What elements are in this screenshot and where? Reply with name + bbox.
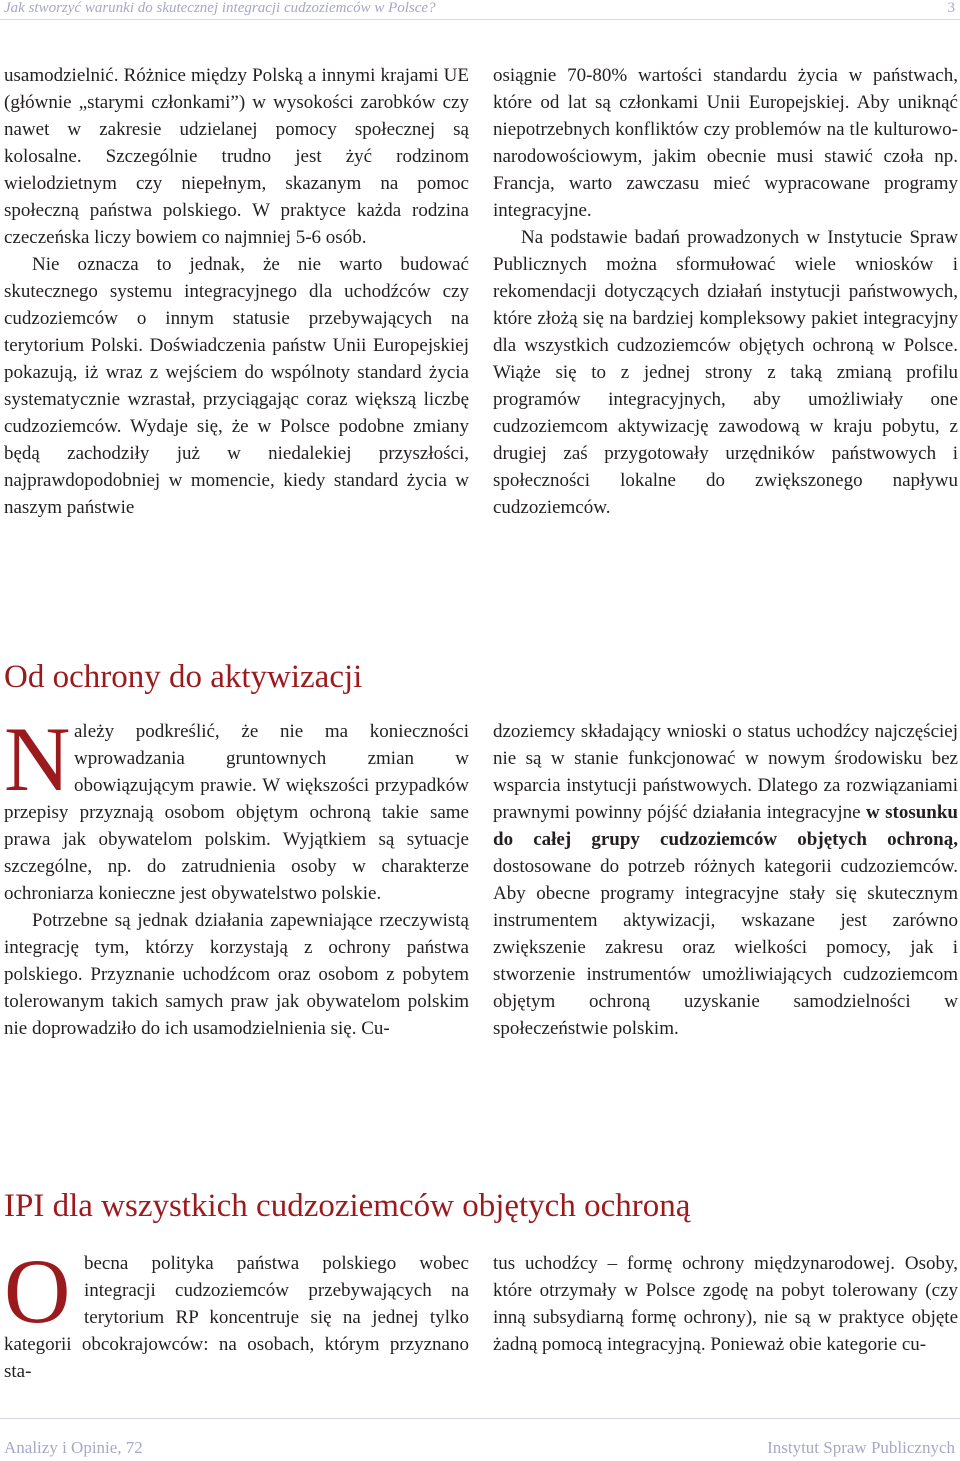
footer-rule <box>0 1418 960 1419</box>
paragraph <box>4 1240 469 1385</box>
paragraph: tus uchodźcy – formę ochrony międzynarodowej. Osoby, które otrzymały w Polsce zgodę na pobyt tolerowany (czy inną subsydiarną formę ochrony), nie są w praktyce objęte żadną pomocą integracyjną. Ponieważ obie kategorie cu- <box>493 1253 958 1355</box>
page-footer <box>0 1418 960 1458</box>
paragraph-text: becna polityka państwa polskiego wobec integracji cudzoziemców przebywających na terytorium RP koncentruje się na jednej tylko kategorii obcokrajowców: na osobach, którym przyznano sta- <box>4 1253 469 1382</box>
running-header-title: Jak stworzyć warunki do skutecznej integracji cudzoziemców w Polsce? <box>4 0 436 16</box>
paragraph: osiągnie 70-80% wartości standardu życia w państwach, które od lat są członkami Unii Europejskiej. Aby uniknąć niepotrzebnych konfliktów czy problemów na tle kulturowo-narodowościowym, jakim obecnie musi stawić czoła np. Francja, warto zawczasu mieć wypracowane programy integracyjne. <box>493 65 958 221</box>
section2-right-column <box>493 718 958 1042</box>
bold-emphasis: w stosunku do całej grupy cudzoziemców objętych ochroną, <box>493 802 958 850</box>
paragraph-text: dzoziemcy składający wnioski o status uchodźcy najczęściej nie są w stanie funkcjonować w nowym środowisku bez wsparcia instytucji państwowych. Dlatego za rozwiązaniami prawnymi powinny pójść działania integracyjne <box>493 721 958 823</box>
paragraph: Na podstawie badań prowadzonych w Instytucie Spraw Publicznych można sformułować wiele wniosków i rekomendacji dotyczących działań instytucji państwowych, które złożą się na bardziej kompleksowy pakiet integracyjny dla wszystkich cudzoziemców objętych ochroną w Polsce. Wiąże się to z jednej strony z taką zmianą profilu programów integracyjnych, aby umożliwiały one cudzoziemcom aktywizację zawodową w kraju pobytu, z drugiej zaś przygotowały urzędników państwowych i społeczności lokalne do zwiększonego napływu cudzoziemców. <box>493 227 958 518</box>
section3-right-column <box>493 1250 958 1358</box>
footer-publisher: Instytut Spraw Publicznych <box>767 1438 955 1457</box>
section-heading-od-ochrony: Od ochrony do aktywizacji <box>4 659 363 695</box>
paragraph: Potrzebne są jednak działania zapewniające rzeczywistą integrację tym, którzy korzystają z ochrony państwa polskiego. Przyznanie uchodźcom oraz osobom z pobytem tolerowanym takich samych praw jak obywatelom polskim nie doprowadziło do ich usamodzielnienia się. Cu- <box>4 910 469 1039</box>
section2-left-column <box>4 708 469 1042</box>
page-number: 3 <box>947 0 955 16</box>
paragraph: Nie oznacza to jednak, że nie warto budować skutecznego systemu integracyjnego dla uchodźców czy cudzoziemców o innym statusie przebywających na terytorium Polski. Doświadczenia państw Unii Europejskiej pokazują, iż wraz z wejściem do wspólnoty standard życia systematycznie wzrastał, przyciągając coraz większą liczbę cudzoziemców. Wydaje się, że w Polsce podobne zmiany będą zachodziły już w niedalekiej przyszłości, najprawdopodobniej w momencie, kiedy standard życia w naszym państwie <box>4 254 469 518</box>
section-heading-ipi: IPI dla wszystkich cudzoziemców objętych ochroną <box>4 1188 691 1224</box>
section1-right-column <box>493 62 958 521</box>
paragraph-text: dostosowane do potrzeb różnych kategorii cudzoziemców. Aby obecne programy integracyjne stały się skutecznym instrumentem aktywizacji, wskazane jest zarówno zwiększenie zakresu oraz wielkości pomocy, jak i stworzenie instrumentów umożliwiających cudzoziemcom objętym ochroną uzyskanie samodzielności w społeczeństwie polskim. <box>493 856 958 1039</box>
paragraph-text: ależy podkreślić, że nie ma konieczności wprowadzania gruntownych zmian w obowiązującym prawie. W większości przypadków przepisy przyznają osobom objętym ochroną takie same prawa jak obywatelom polskim. Wyjątkiem są sytuacje szczególne, np. do zatrudnienia osoby w charakterze ochroniarza konieczne jest obywatelstwo polskie. <box>4 721 469 904</box>
section1-left-column <box>4 62 469 521</box>
paragraph <box>493 718 958 1042</box>
dropcap-letter: O <box>4 1240 71 1342</box>
paragraph: usamodzielnić. Różnice między Polską a innymi krajami UE (głównie „starymi członkami”) w wysokości zarobków czy nawet w zakresie udzielanej pomocy społecznej są kolosalne. Szczególnie trudno jest żyć rodzinom wielodzietnym czy niepełnym, skazanym na pomoc społeczną państwa polskiego. W praktyce każda rodzina czeczeńska liczy bowiem co najmniej 5-6 osób. <box>4 65 469 248</box>
running-header <box>0 0 960 20</box>
footer-series: Analizy i Opinie, 72 <box>4 1438 143 1457</box>
header-rule <box>0 19 960 20</box>
paragraph <box>4 708 469 907</box>
dropcap-letter: N <box>4 708 71 810</box>
section3-left-column <box>4 1240 469 1385</box>
